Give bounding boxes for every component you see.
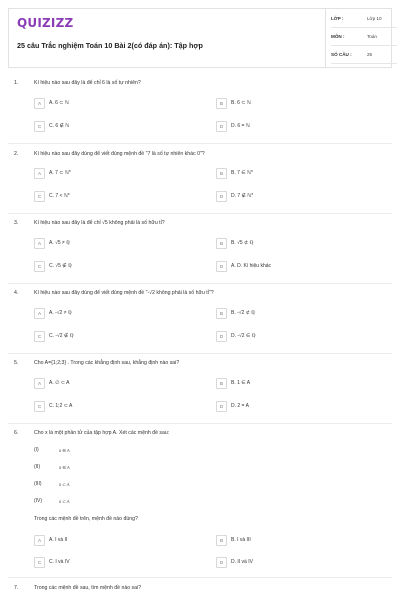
option-c[interactable] bbox=[34, 557, 184, 569]
option-text: D. II và IV bbox=[231, 559, 253, 565]
option-text: B. 7 ∈ ℕ* bbox=[231, 170, 253, 176]
statement-item bbox=[34, 498, 154, 508]
question-divider bbox=[8, 283, 392, 284]
header-divider bbox=[325, 9, 326, 67]
question-subtext: Trong các mệnh đề trên, mệnh đề nào đúng? bbox=[34, 516, 138, 522]
option-text: A. 6 ⊂ ℕ bbox=[49, 100, 69, 106]
quizizz-logo: QUIZIZZ bbox=[17, 16, 74, 30]
option-letter-box: B bbox=[216, 308, 227, 319]
option-letter-box: D bbox=[216, 401, 227, 412]
option-text: C. 1;2 ⊂ A bbox=[49, 403, 73, 409]
option-d[interactable] bbox=[216, 121, 366, 133]
document-header bbox=[8, 8, 392, 68]
option-b[interactable] bbox=[216, 168, 366, 180]
meta-class-row bbox=[331, 16, 397, 28]
option-c[interactable] bbox=[34, 331, 184, 343]
meta-count-row bbox=[331, 52, 397, 64]
option-b[interactable] bbox=[216, 378, 366, 390]
statement-expression: x ⊂ A bbox=[59, 499, 70, 504]
option-letter-box: C bbox=[34, 557, 45, 568]
statement-item bbox=[34, 464, 154, 474]
option-text: D. 6 = ℕ bbox=[231, 123, 250, 129]
option-text: C. -√2 ∉ ℚ bbox=[49, 333, 74, 339]
question-divider bbox=[8, 353, 392, 354]
option-text: C. √5 ∉ ℚ bbox=[49, 263, 72, 269]
meta-class-label: LỚP : bbox=[331, 16, 344, 21]
question-text: Trong các mệnh đề sau, tìm mệnh đề nào sai? bbox=[34, 585, 142, 591]
page-title: 25 câu Trắc nghiệm Toán 10 Bài 2(có đáp án): Tập hợp bbox=[17, 41, 203, 50]
option-text: B. I và III bbox=[231, 537, 251, 543]
statement-expression: x ∈ A bbox=[59, 465, 70, 470]
question-number: 7. bbox=[14, 585, 19, 591]
option-letter-box: D bbox=[216, 557, 227, 568]
option-letter-box: D bbox=[216, 261, 227, 272]
statement-item bbox=[34, 447, 154, 457]
statement-item bbox=[34, 481, 154, 491]
question-number: 2. bbox=[14, 151, 19, 157]
question-number: 1. bbox=[14, 80, 19, 86]
option-text: A. ∅ ⊂ A bbox=[49, 380, 70, 386]
option-letter-box: C bbox=[34, 331, 45, 342]
meta-line bbox=[331, 27, 397, 28]
option-text: D. -√2 ∈ ℚ bbox=[231, 333, 256, 339]
question-number: 4. bbox=[14, 290, 19, 296]
option-letter-box: B bbox=[216, 535, 227, 546]
statement-label: (II) bbox=[34, 464, 41, 470]
statement-label: (III) bbox=[34, 481, 42, 487]
option-a[interactable] bbox=[34, 308, 184, 320]
option-letter-box: D bbox=[216, 191, 227, 202]
option-text: B. 6 ⊂ ℕ bbox=[231, 100, 251, 106]
option-a[interactable] bbox=[34, 378, 184, 390]
option-letter-box: B bbox=[216, 98, 227, 109]
question-text: Kí hiệu nào sau đây dùng để viết đúng mệnh đề "-√2 không phải là số hữu tỉ"? bbox=[34, 290, 214, 296]
option-a[interactable] bbox=[34, 168, 184, 180]
question-number: 5. bbox=[14, 360, 19, 366]
option-a[interactable] bbox=[34, 238, 184, 250]
option-letter-box: D bbox=[216, 331, 227, 342]
option-letter-box: B bbox=[216, 238, 227, 249]
option-text: A. -√2 ≠ ℚ bbox=[49, 310, 72, 316]
question-divider bbox=[8, 213, 392, 214]
option-d[interactable] bbox=[216, 331, 366, 343]
question-text: Cho x là một phần tử của tập hợp A. Xét các mệnh đề sau: bbox=[34, 430, 170, 436]
question-text: Cho A={1;2;3} . Trong các khẳng định sau, khẳng định nào sai? bbox=[34, 360, 180, 366]
option-text: A. √5 ≠ ℚ bbox=[49, 240, 71, 246]
meta-subject-value: Toán bbox=[367, 34, 377, 39]
option-text: A. 7 ⊂ ℕ* bbox=[49, 170, 71, 176]
option-text: D. 2 = A bbox=[231, 403, 249, 409]
option-b[interactable] bbox=[216, 535, 366, 547]
statement-label: (I) bbox=[34, 447, 39, 453]
meta-line bbox=[331, 45, 397, 46]
statement-expression: x ⊂ A bbox=[59, 482, 70, 487]
option-a[interactable] bbox=[34, 98, 184, 110]
option-a[interactable] bbox=[34, 535, 184, 547]
option-letter-box: C bbox=[34, 121, 45, 132]
option-letter-box: C bbox=[34, 261, 45, 272]
question-divider bbox=[8, 423, 392, 424]
option-text: B. √5 ⊄ ℚ bbox=[231, 240, 254, 246]
meta-count-value: 25 bbox=[367, 52, 373, 57]
option-text: A. D. Kí hiệu khác bbox=[231, 263, 272, 269]
question-text: Kí hiệu nào sau đây là để chỉ √5 không phải là số hữu tỉ? bbox=[34, 220, 165, 226]
option-letter-box: A bbox=[34, 238, 45, 249]
option-b[interactable] bbox=[216, 238, 366, 250]
meta-class-value: Lớp 10 bbox=[367, 16, 382, 21]
meta-subject-label: MÔN : bbox=[331, 34, 345, 39]
option-letter-box: D bbox=[216, 121, 227, 132]
option-letter-box: A bbox=[34, 535, 45, 546]
option-b[interactable] bbox=[216, 98, 366, 110]
option-letter-box: C bbox=[34, 401, 45, 412]
option-letter-box: A bbox=[34, 308, 45, 319]
option-text: B. 1 ∈ A bbox=[231, 380, 251, 386]
statement-expression: x ∈ A bbox=[59, 448, 70, 453]
meta-count-label: SỐ CÂU : bbox=[331, 52, 352, 57]
option-c[interactable] bbox=[34, 401, 184, 413]
option-c[interactable] bbox=[34, 191, 184, 203]
option-text: A. I và II bbox=[49, 537, 68, 543]
question-divider bbox=[8, 577, 392, 578]
option-c[interactable] bbox=[34, 261, 184, 273]
option-letter-box: A bbox=[34, 378, 45, 389]
option-text: C. 7 < ℕ* bbox=[49, 193, 70, 199]
option-d[interactable] bbox=[216, 401, 366, 413]
option-c[interactable] bbox=[34, 121, 184, 133]
question-number: 3. bbox=[14, 220, 19, 226]
option-letter-box: A bbox=[34, 98, 45, 109]
option-d[interactable] bbox=[216, 191, 366, 203]
option-text: C. 6 ∉ ℕ bbox=[49, 123, 70, 129]
question-divider bbox=[8, 143, 392, 144]
question-number: 6. bbox=[14, 430, 19, 436]
option-text: B. -√2 ⊄ ℚ bbox=[231, 310, 256, 316]
question-text: Kí hiệu nào sau đây dùng để viết đúng mệnh đề "7 là số tự nhiên khác 0"? bbox=[34, 151, 205, 157]
option-text: C. I và IV bbox=[49, 559, 70, 565]
option-letter-box: A bbox=[34, 168, 45, 179]
option-b[interactable] bbox=[216, 308, 366, 320]
question-text: Kí hiệu nào sau đây là để chỉ 6 là số tự nhiên? bbox=[34, 80, 141, 86]
statement-label: (IV) bbox=[34, 498, 43, 504]
meta-subject-row bbox=[331, 34, 397, 46]
option-text: D. 7 ∉ ℕ* bbox=[231, 193, 254, 199]
option-letter-box: B bbox=[216, 168, 227, 179]
option-letter-box: C bbox=[34, 191, 45, 202]
option-d[interactable] bbox=[216, 557, 366, 569]
meta-line bbox=[331, 63, 397, 64]
option-letter-box: B bbox=[216, 378, 227, 389]
option-d[interactable] bbox=[216, 261, 366, 273]
